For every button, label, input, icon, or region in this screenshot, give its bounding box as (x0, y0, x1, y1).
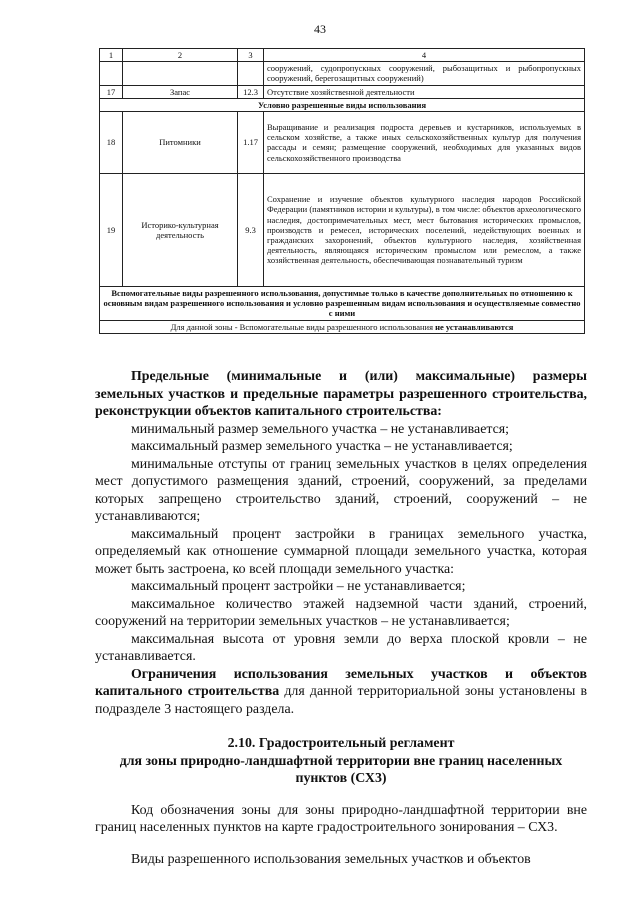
use-code: 12.3 (238, 85, 264, 98)
use-name: Историко-культурная деятельность (123, 173, 238, 286)
paragraph: максимальный процент застройки в границах земельного участка, определяемый как отношение суммарной площади земельного участка, которая может быть застроена, ко всей площади земельного участка: (95, 526, 587, 577)
document-body (95, 368, 587, 868)
paragraph: Виды разрешенного использования земельных участков и объектов (131, 851, 531, 867)
section-title-line1: 2.10. Градостроительный регламент (227, 736, 455, 751)
header-cell: 3 (238, 49, 264, 62)
table-row (100, 62, 585, 85)
paragraph: минимальные отступы от границ земельных участков в целях определения мест допустимого размещения зданий, строений, сооружений, за пределами которых запрещено строительство зданий, строений, сооружений – не устанавливаются; (95, 456, 587, 524)
limits-heading: Предельные (минимальные и (или) максимальные) размеры земельных участков и предельные параметры разрешенного строительства, реконструкции объектов капитального строительства: (95, 369, 587, 419)
header-cell: 4 (264, 49, 585, 62)
auxiliary-note-bold: не устанавливаются (435, 321, 514, 332)
paragraph: минимальный размер земельного участка – не устанавливается; (131, 421, 510, 437)
row-number: 18 (100, 111, 123, 173)
table-row (100, 111, 585, 173)
table-section-row (100, 286, 585, 320)
zone-code-paragraph: Код обозначения зоны для зоны природно-ландшафтной территории вне границ населенных пунктов на карте градостроительного зонирования – СХ3. (95, 802, 587, 835)
paragraph: максимальное количество этажей надземной части зданий, строений, сооружений на территории земельных участков – не устанавливается; (95, 596, 587, 629)
use-description: Сохранение и изучение объектов культурного наследия народов Российской Федерации (памятников истории и культуры), в том числе: объектов археологического наследия, достопримечательных мест, мест бытования исторических промыслов, производств и ремесел, исторических поселений, недействующих военных и гражданских захоронений, объектов культурного наследия, хозяйственная деятельность, являющаяся историческим промыслом или ремеслом, а также хозяйственная деятельность, обеспечивающая познавательный туризм (264, 173, 585, 286)
restrictions-bold: Ограничения использования земельных участков и объектов капитального строительства (95, 666, 587, 699)
conditional-uses-heading: Условно разрешенные виды использования (100, 98, 585, 111)
page-number: 43 (314, 22, 326, 36)
use-code: 1.17 (238, 111, 264, 173)
use-name: Питомники (123, 111, 238, 173)
table-header-row (100, 49, 585, 62)
section-title (95, 735, 587, 788)
row-number: 17 (100, 85, 123, 98)
continuation-description: сооружений, судопропускных сооружений, рыбозащитных и рыбопропускных сооружений, берегозащитных сооружений) (264, 62, 585, 85)
restrictions-paragraph (95, 666, 587, 719)
use-name: Запас (123, 85, 238, 98)
auxiliary-uses-heading: Вспомогательные виды разрешенного использования, допустимые только в качестве дополнительных по отношению к основным видам разрешенного использования и условно разрешенным видам использования и осуществляемые совместно с ними (100, 286, 585, 320)
use-description: Отсутствие хозяйственной деятельности (264, 85, 585, 98)
row-number: 19 (100, 173, 123, 286)
paragraph: максимальный процент застройки – не устанавливается; (131, 579, 466, 594)
header-cell: 1 (100, 49, 123, 62)
auxiliary-uses-note (100, 320, 585, 333)
use-code: 9.3 (238, 173, 264, 286)
auxiliary-note-text: Для данной зоны - Вспомогательные виды разрешенного использования (170, 321, 434, 332)
land-use-table (99, 48, 585, 334)
table-row (100, 173, 585, 286)
section-title-line2: для зоны природно-ландшафтной территории вне границ населенных пунктов (СХ3) (119, 753, 563, 786)
table-section-row (100, 320, 585, 333)
table-row (100, 85, 585, 98)
use-description: Выращивание и реализация подроста деревьев и кустарников, используемых в сельском хозяйстве, а также иных сельскохозяйственных культур для получения рассады и семян; размещение сооружений, необходимых для указанных видов сельскохозяйственного производства (264, 111, 585, 173)
paragraph: максимальная высота от уровня земли до верха плоской кровли – не устанавливается. (95, 631, 587, 664)
restrictions-rest: для данной территориальной зоны установлены в подразделе 3 настоящего раздела. (95, 684, 588, 717)
header-cell: 2 (123, 49, 238, 62)
paragraph: максимальный размер земельного участка – не устанавливается; (131, 439, 513, 454)
table-section-row (100, 98, 585, 111)
